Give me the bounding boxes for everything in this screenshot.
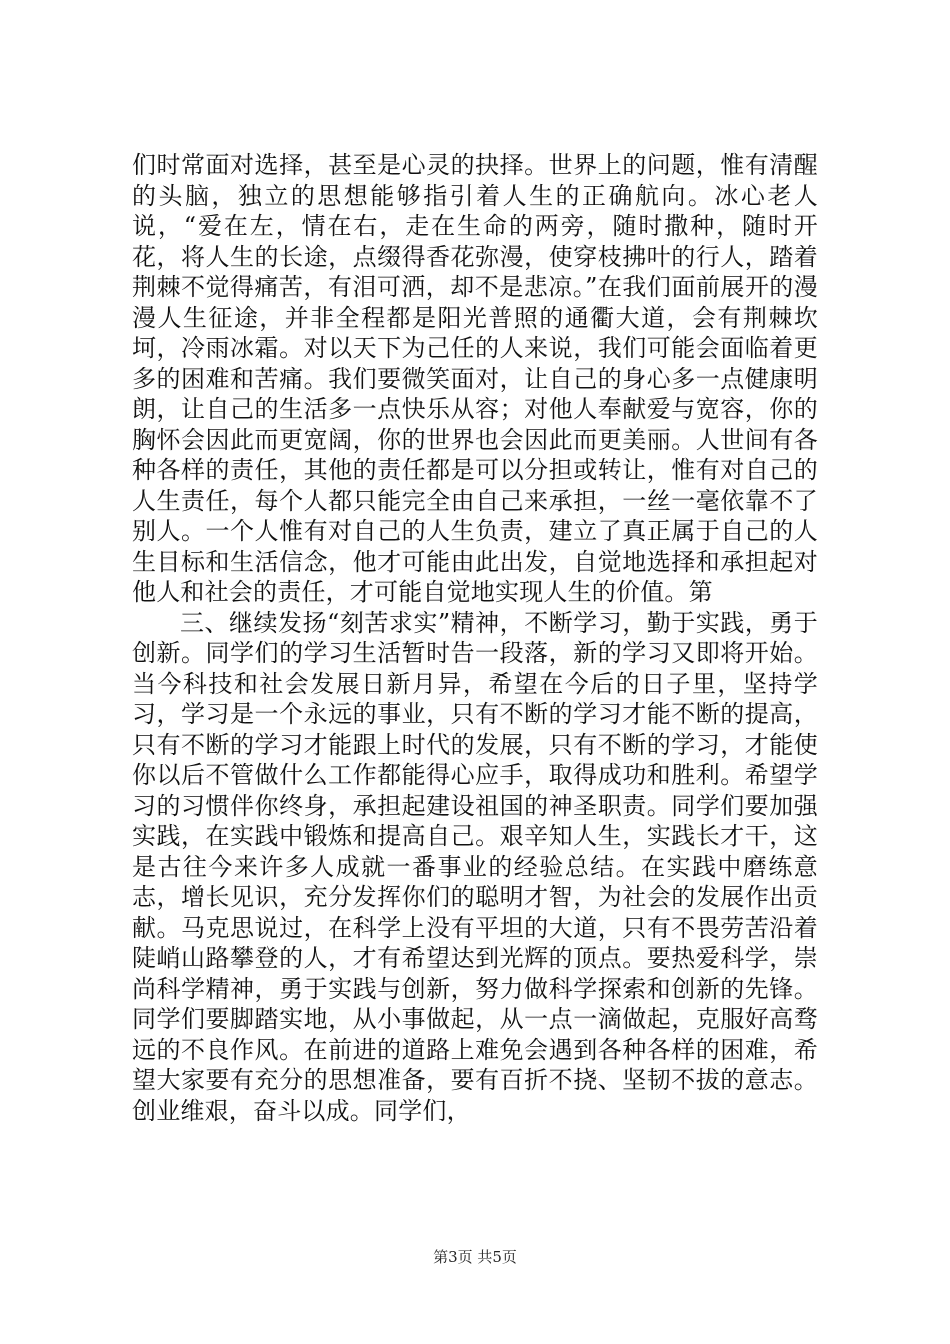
document-body: [132, 150, 818, 1126]
page-number-footer: 第3页 共5页: [433, 1248, 517, 1266]
paragraph-1: 们时常面对选择，甚至是心灵的抉择。世界上的问题，惟有清醒的头脑，独立的思想能够指引着人生的正确航向。冰心老人说，“爱在左，情在右，走在生命的两旁，随时撒种，随时开花，将人生的长途，点缀得香花弥漫，使穿枝拂叶的行人，踏着荆棘不觉得痛苦，有泪可洒，却不是悲凉。”在我们面前展开的漫漫人生征途，并非全程都是阳光普照的通衢大道，会有荆棘坎坷，冷雨冰霜。对以天下为己任的人来说，我们可能会面临着更多的困难和苦痛。我们要微笑面对，让自己的身心多一点健康明朗，让自己的生活多一点快乐从容；对他人奉献爱与宽容，你的胸怀会因此而更宽阔，你的世界也会因此而更美丽。人世间有各种各样的责任，其他的责任都是可以分担或转让，惟有对自己的人生责任，每个人都只能完全由自己来承担，一丝一毫依靠不了别人。一个人惟有对自己的人生负责，建立了真正属于自己的人生目标和生活信念，他才可能由此出发，自觉地选择和承担起对他人和社会的责任，才可能自觉地实现人生的价值。第: [132, 151, 818, 606]
paragraph-2: 三、继续发扬“刻苦求实”精神，不断学习，勤于实践，勇于创新。同学们的学习生活暂时告一段落，新的学习又即将开始。当今科技和社会发展日新月异，希望在今后的日子里，坚持学习，学习是一个永远的事业，只有不断的学习才能不断的提高，只有不断的学习才能跟上时代的发展，只有不断的学习，才能使你以后不管做什么工作都能得心应手，取得成功和胜利。希望学习的习惯伴你终身，承担起建设祖国的神圣职责。同学们要加强实践，在实践中锻炼和提高自己。艰辛知人生，实践长才干，这是古往今来许多人成就一番事业的经验总结。在实践中磨练意志，增长见识，充分发挥你们的聪明才智，为社会的发展作出贡献。马克思说过，在科学上没有平坦的大道，只有不畏劳苦沿着陡峭山路攀登的人，才有希望达到光辉的顶点。要热爱科学，崇尚科学精神，勇于实践与创新，努力做科学探索和创新的先锋。同学们要脚踏实地，从小事做起，从一点一滴做起，克服好高骛远的不良作风。在前进的道路上难免会遇到各种各样的困难，希望大家要有充分的思想准备，要有百折不挠、坚韧不拔的意志。创业维艰，奋斗以成。同学们，: [132, 608, 818, 1125]
